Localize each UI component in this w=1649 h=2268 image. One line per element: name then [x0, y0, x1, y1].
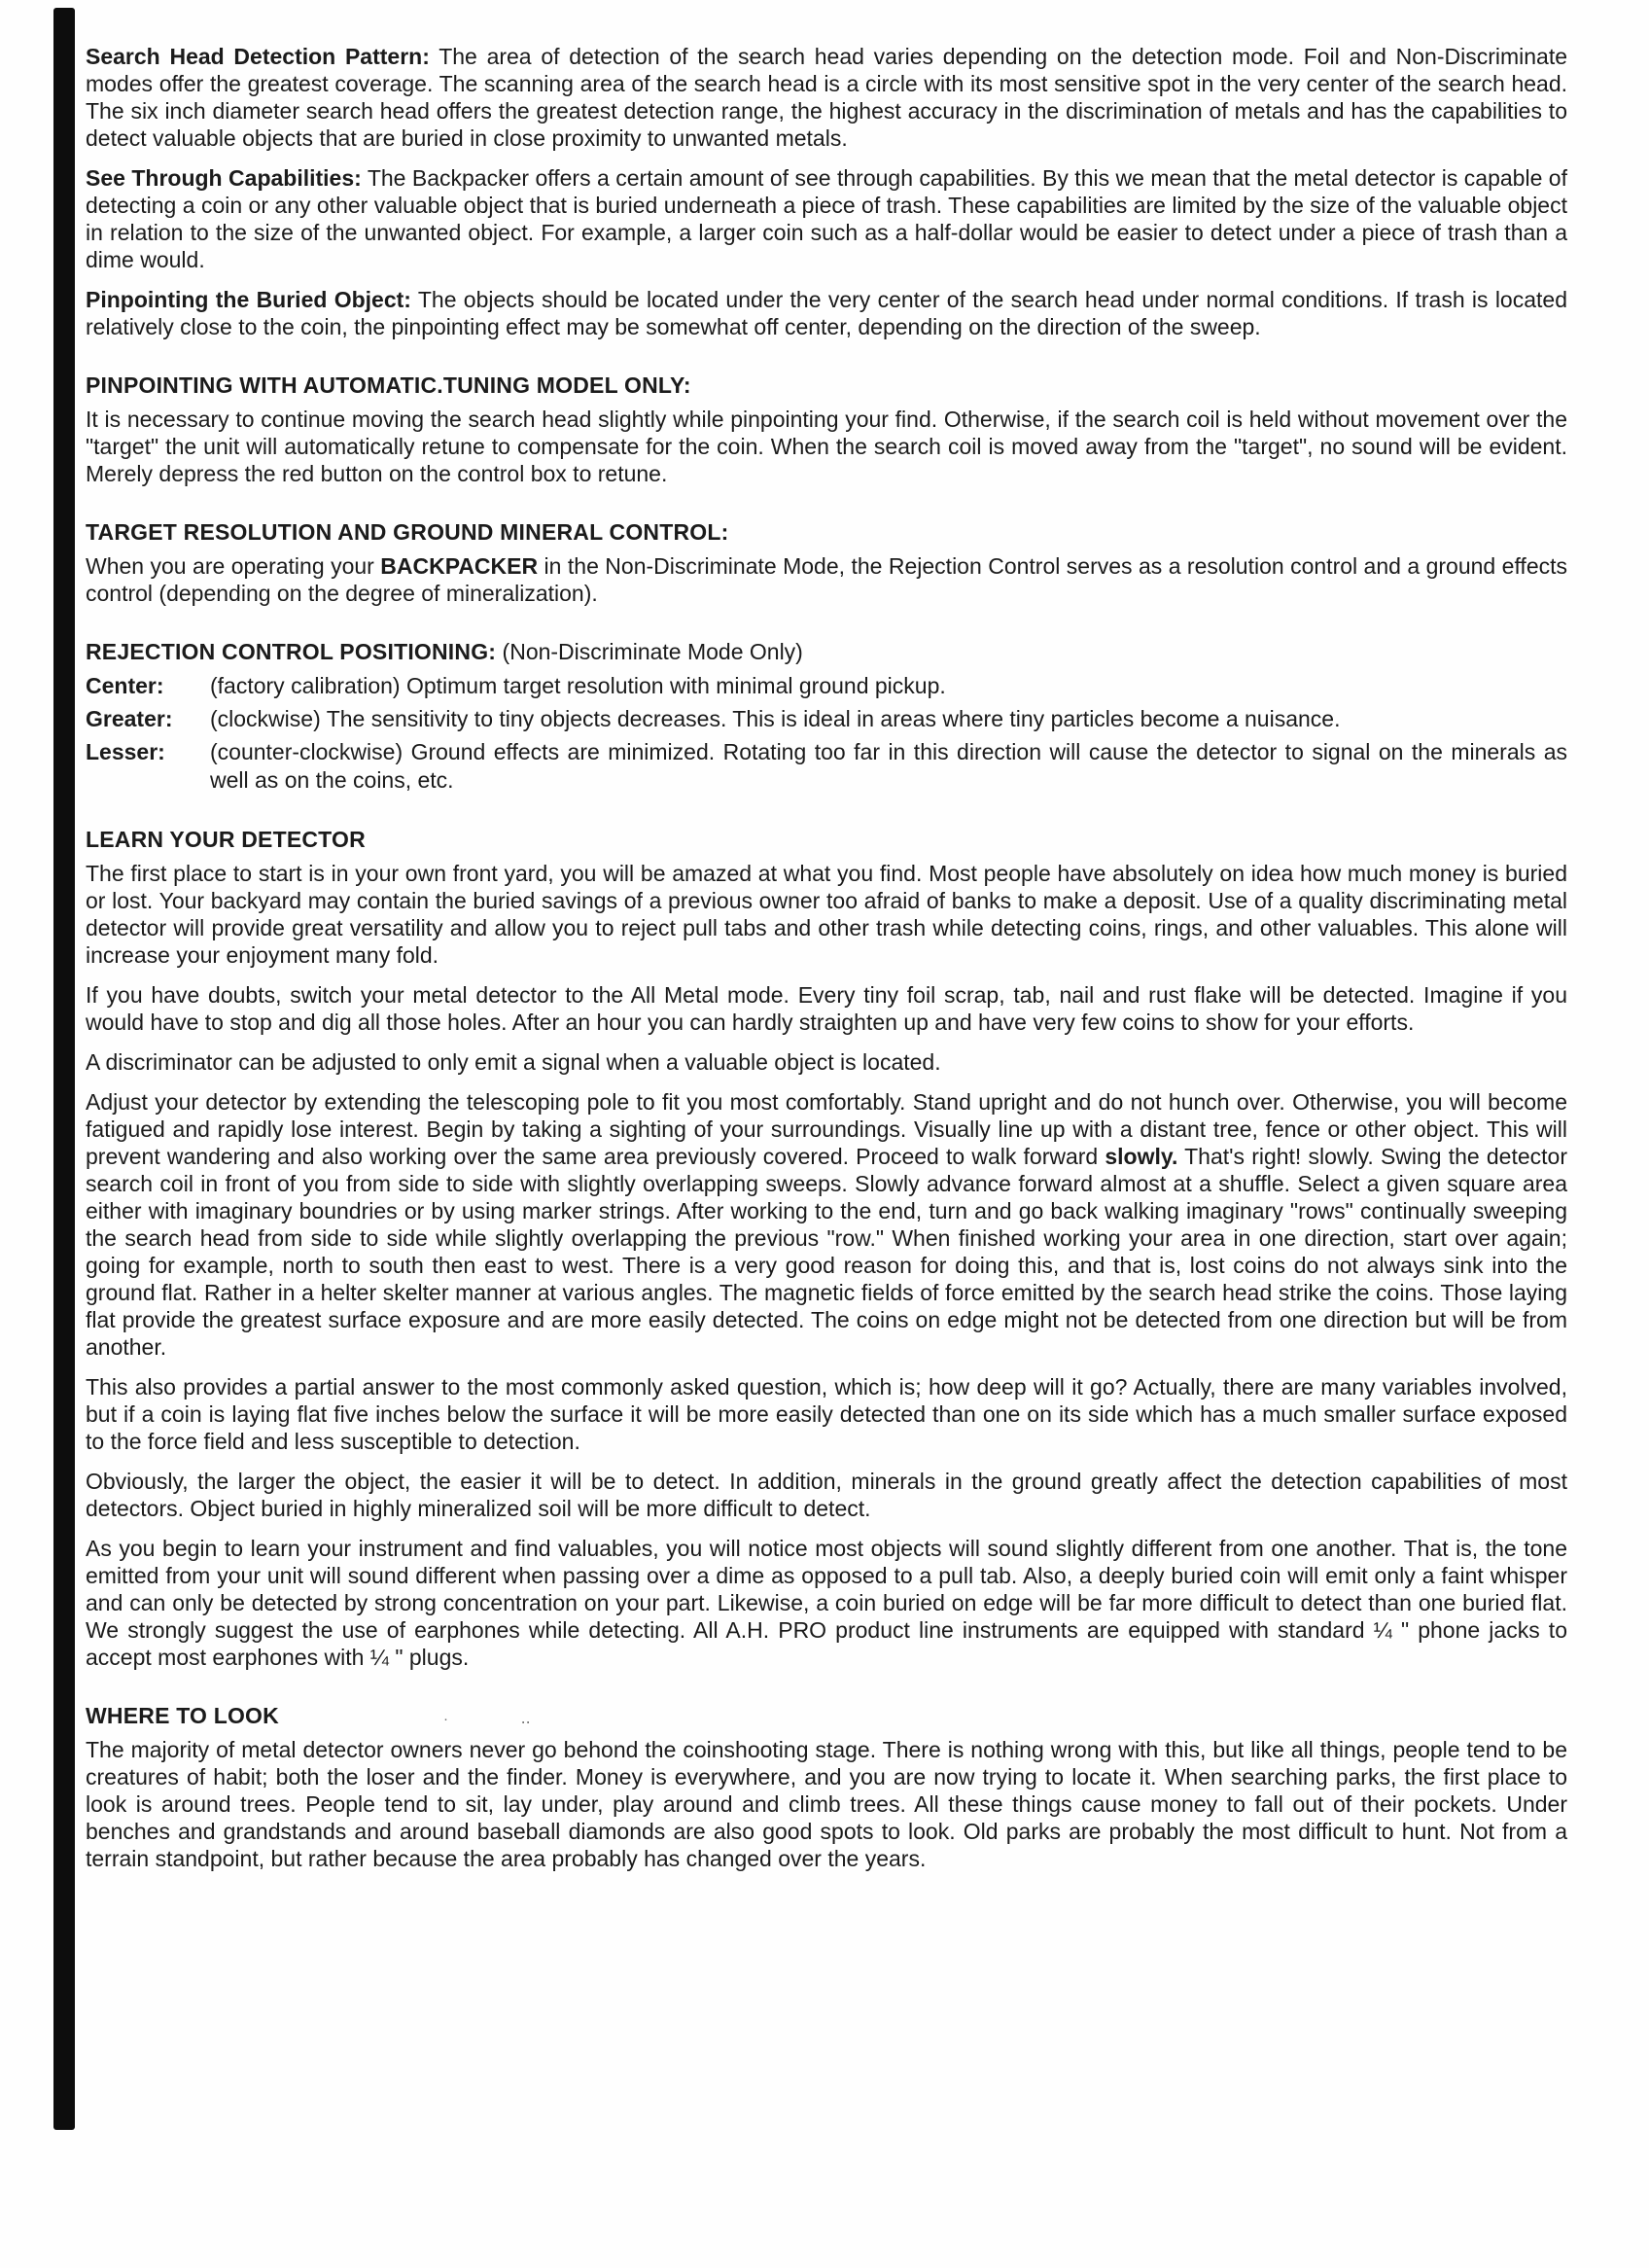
text-run: Adjust your detector by extending the telescoping pole to fit you most comfortably. Stand upright and do not hunch over. Otherwise, you will become fatigued and rapidly lose interest. Begin by taking a sighting of your surroundings. Visually line up with a distant tree, fence or other object. This will prevent wandering and also working over the same area previously covered. Proceed to walk forward [86, 1089, 1567, 1169]
definition-row [86, 705, 1567, 733]
text-run: The area of detection of the search head varies depending on the detection mode. Foil and Non-Discriminate modes offer the greatest coverage. The scanning area of the search head is a circle with its most sensitive spot in the very center of the search head. The six inch diameter search head offers the greatest detection range, the highest accuracy in the discrimination of metals and has the capabilities to detect valuable objects that are buried in close proximity to unwanted metals. [86, 44, 1567, 151]
text-run: It is necessary to continue moving the search head slightly while pinpointing your find. Otherwise, if the search coil is held without movement over the "target" the unit will automatically retune to compensate for the coin. When the search coil is moved away from the "target", no sound will be evident. Merely depress the red button on the control box to retune. [86, 407, 1567, 486]
section-heading-text: PINPOINTING WITH AUTOMATIC.TUNING MODEL ONLY: [86, 372, 691, 398]
text-run: The majority of metal detector owners never go behond the coinshooting stage. There is nothing wrong with this, but like all things, people tend to be creatures of habit; both the loser and the finder. Money is everywhere, and you are now trying to locate it. When searching parks, the first place to look is around trees. People tend to sit, lay under, play around and climb trees. All these things cause money to fall out of their pockets. Under benches and grandstands and around baseball diamonds are also good spots to look. Old parks are probably the most difficult to hunt. Not from a terrain standpoint, but rather because the area probably has changed over the years. [86, 1737, 1567, 1871]
definition-text: (counter-clockwise) Ground effects are minimized. Rotating too far in this direction will cause the detector to signal on the minerals as well as on the coins, etc. [210, 739, 1567, 793]
text-run: When you are operating your [86, 553, 381, 579]
paragraph [86, 1736, 1567, 1872]
bold-run: See Through Capabilities: [86, 165, 362, 191]
bold-run: Search Head Detection Pattern: [86, 44, 430, 69]
paragraph [86, 1373, 1567, 1455]
paragraph [86, 1048, 1567, 1076]
paragraph [86, 406, 1567, 487]
section-heading [86, 372, 1567, 399]
text-run: A discriminator can be adjusted to only emit a signal when a valuable object is located. [86, 1049, 941, 1075]
definition-row [86, 672, 1567, 700]
section-heading-text: WHERE TO LOOK [86, 1703, 279, 1728]
text-run: The objects should be located under the very center of the search head under normal conditions. If trash is located relatively close to the coin, the pinpointing effect may be somewhat off center, depending on the direction of the sweep. [86, 287, 1567, 339]
paragraph [86, 286, 1567, 340]
paragraph [86, 981, 1567, 1036]
section-heading [86, 826, 1567, 853]
section-heading-text: TARGET RESOLUTION AND GROUND MINERAL CONTROL: [86, 519, 729, 545]
text-run: in the Non-Discriminate Mode, the Rejection Control serves as a resolution control and a ground effects control (depending on the degree of mineralization). [86, 553, 1567, 606]
text-run: That's right! slowly. Swing the detector search coil in front of you from side to side with slightly overlapping sweeps. Slowly advance forward almost at a shuffle. Select a given square area either with imaginary boundries or by using marker strings. After working to the end, turn and go back walking imaginary "rows" continually sweeping the search head from side to side while slightly overlapping the previous "row." When finished working your area in one direction, start over again; going for example, north to south then east to west. There is a very good reason for doing this, and that is, lost coins do not always sink into the ground flat. Rather in a helter skelter manner at various angles. The magnetic fields of force emitted by the search head strike the coins. Those laying flat provide the greatest surface exposure and are more easily detected. The coins on edge might not be detected from one direction but will be from another. [86, 1144, 1567, 1360]
text-run: If you have doubts, switch your metal detector to the All Metal mode. Every tiny foil scrap, tab, nail and rust flake will be detected. Imagine if you would have to stop and dig all those holes. After an hour you can hardly straighten up and have very few coins to show for your efforts. [86, 982, 1567, 1035]
bold-run: BACKPACKER [380, 553, 539, 579]
scan-artifact-marks: · ‥ [443, 1711, 534, 1727]
section-heading-suffix: (Non-Discriminate Mode Only) [496, 639, 803, 664]
definition-term: Lesser: [86, 739, 165, 764]
section-heading [86, 1702, 1567, 1729]
page-body [86, 43, 1567, 1885]
section-heading-text: LEARN YOUR DETECTOR [86, 827, 366, 852]
section-heading-text: REJECTION CONTROL POSITIONING: [86, 639, 497, 664]
bold-run: Pinpointing the Buried Object: [86, 287, 411, 312]
paragraph [86, 164, 1567, 273]
scan-edge-bar [53, 8, 75, 2130]
section-heading [86, 638, 1567, 665]
paragraph [86, 1468, 1567, 1522]
paragraph [86, 860, 1567, 969]
text-run: This also provides a partial answer to the most commonly asked question, which is; how deep will it go? Actually, there are many variables involved, but if a coin is laying flat five inches below the surface it will be more easily detected than one on its side which has a much smaller surface exposed to the force field and less susceptible to detection. [86, 1374, 1567, 1454]
paragraph [86, 552, 1567, 607]
text-run: As you begin to learn your instrument and find valuables, you will notice most objects will sound slightly different from one another. That is, the tone emitted from your unit will sound different when passing over a dime as opposed to a pull tab. Also, a deeply buried coin will emit only a faint whisper and can only be detected by strong concentration on your part. Likewise, a coin buried on edge will be far more difficult to detect than one buried flat. We strongly suggest the use of earphones while detecting. All A.H. PRO product line instruments are equipped with standard ¼ " phone jacks to accept most earphones with ¼ " plugs. [86, 1536, 1567, 1670]
bold-run: slowly. [1105, 1144, 1178, 1169]
text-run: The first place to start is in your own front yard, you will be amazed at what you find. Most people have absolutely on idea how much money is buried or lost. Your backyard may contain the buried savings of a previous owner too afraid of banks to make a deposit. Use of a quality discriminating metal detector will provide great versatility and allow you to reject pull tabs and other trash while detecting coins, rings, and other valuables. This alone will increase your enjoyment many fold. [86, 861, 1567, 968]
paragraph [86, 1088, 1567, 1361]
section-heading [86, 518, 1567, 546]
definition-row [86, 738, 1567, 795]
definition-term: Greater: [86, 706, 173, 731]
text-run: The Backpacker offers a certain amount of see through capabilities. By this we mean that the metal detector is capable of detecting a coin or any other valuable object that is buried underneath a piece of trash. These capabilities are limited by the size of the valuable object in relation to the size of the unwanted object. For example, a larger coin such as a half-dollar would be easier to detect under a piece of trash than a dime would. [86, 165, 1567, 272]
definition-term: Center: [86, 673, 164, 698]
definition-text: (factory calibration) Optimum target resolution with minimal ground pickup. [210, 673, 946, 698]
definition-text: (clockwise) The sensitivity to tiny objects decreases. This is ideal in areas where tiny particles become a nuisance. [210, 706, 1341, 731]
text-run: Obviously, the larger the object, the easier it will be to detect. In addition, minerals in the ground greatly affect the detection capabilities of most detectors. Object buried in highly mineralized soil will be more difficult to detect. [86, 1469, 1567, 1521]
paragraph [86, 1535, 1567, 1671]
paragraph [86, 43, 1567, 152]
